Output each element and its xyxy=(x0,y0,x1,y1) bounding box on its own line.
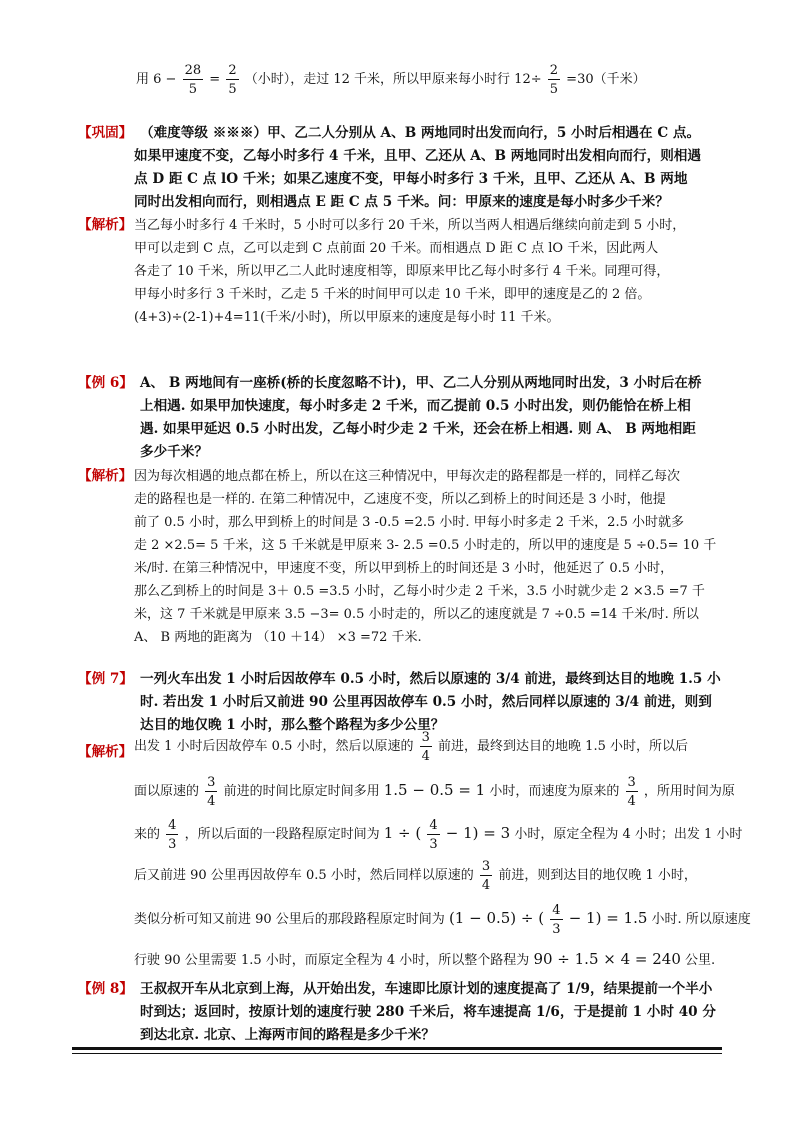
fraction-3-4: $\frac{3}{4}$ xyxy=(207,774,216,809)
example-7-jiexi-line-2: 面以原速的 $\frac{3}{4}$ 前进的时间比原定时间多用 1.5 − 0.5 = 1 小时，而速度为原来的 $\frac{3}{4}$ ，所用时间为原 xyxy=(134,774,735,809)
footer-rule-thick xyxy=(72,1047,722,1050)
gonggu-line-1: （难度等级 ※※※）甲、乙二人分别从 A、B 两地同时出发而向行，5 小时后相遇在 C 点。 xyxy=(140,125,701,141)
example-8-line-3: 到达北京. 北京、上海两市间的路程是多少千米？ xyxy=(140,1027,435,1043)
gonggu-jiexi-line-2: 甲可以走到 C 点，乙可以走到 C 点前面 20 千米。而相遇点 D 距 C 点 lO 千米，因此两人 xyxy=(134,241,659,256)
example-6-line-3: 遇. 如果甲延迟 0.5 小时出发，乙每小时少走 2 千米，还会在桥上相遇. 则 A、 B 两地相距 xyxy=(140,421,696,437)
example-7-jiexi-line-5: 类似分析可知又前进 90 公里后的那段路程原定时间为 (1 − 0.5) ÷ ( $\frac{4}{3}$ − 1) = 1.5 小时. 所以原速度 xyxy=(134,902,751,937)
gonggu-jiexi-line-1: 当乙每小时多行 4 千米时，5 小时可以多行 20 千米，所以当两人相遇后继续向前走到 5 小时， xyxy=(134,218,686,233)
example-7-tag: 【例 7】 xyxy=(78,671,133,687)
fraction-2-5-b: $\frac{2}{5}$ xyxy=(549,62,559,97)
example-6-jiexi-line-4: 走 2 ×2.5= 5 千米，这 5 千米就是甲原来 3- 2.5 =0.5 小时走的，所以甲的速度是 5 ÷0.5= 10 千 xyxy=(134,538,717,553)
example-6-jiexi-line-6: 那么乙到桥上的时间是 3＋ 0.5 =3.5 小时，乙每小时少走 2 千米，3.5 小时就少走 2 ×3.5 =7 千 xyxy=(134,584,705,599)
fraction-4-3: $\frac{4}{3}$ xyxy=(168,817,177,852)
gonggu-line-4: 同时出发相向而行，则相遇点 E 距 C 点 5 千米。问：甲原来的速度是每小时多少千米？ xyxy=(134,194,669,210)
fraction-3-4: $\frac{3}{4}$ xyxy=(627,774,636,809)
example-7-line-3: 达目的地仅晚 1 小时，那么整个路程为多少公里？ xyxy=(140,717,445,733)
example-7-jiexi-line-3: 来的 $\frac{4}{3}$ ，所以后面的一段路程原定时间为 1 ÷ ( $\frac{4}{3}$ − 1) = 3 小时，原定全程为 4 小时；出发 1 小时 xyxy=(134,817,743,852)
fraction-4-3: $\frac{4}{3}$ xyxy=(552,902,561,937)
example-6-line-1: A、 B 两地间有一座桥(桥的长度忽略不计)，甲、乙二人分别从两地同时出发，3 小时后在桥 xyxy=(140,375,702,391)
example-6-jiexi-line-8: A、 B 两地的距离为 （10 ＋14） ×3 =72 千米. xyxy=(134,630,422,645)
example-7-jiexi-line-6: 行驶 90 公里需要 1.5 小时，而原定全程为 4 小时，所以整个路程为 90 ÷ 1.5 × 4 = 240 公里. xyxy=(134,950,716,968)
math-expression: 1.5 − 0.5 = 1 xyxy=(383,781,486,799)
example-6-jiexi-line-7: 米，这 7 千米就是甲原来 3.5 −3= 0.5 小时走的，所以乙的速度就是 7 ÷0.5 =14 千米/时. 所以 xyxy=(134,607,699,622)
example-6-jiexi-line-2: 走的路程也是一样的. 在第二种情况中，乙速度不变，所以乙到桥上的时间还是 3 小时，他提 xyxy=(134,492,666,507)
fraction-28-5: $\frac{28}{5}$ xyxy=(184,62,202,97)
example-6-jiexi-tag: 【解析】 xyxy=(78,468,133,484)
gonggu-line-3: 点 D 距 C 点 lO 千米；如果乙速度不变，甲每小时多行 3 千米，且甲、乙还从 A、B 两地 xyxy=(134,171,688,187)
example-7-jiexi-tag: 【解析】 xyxy=(78,744,133,760)
fraction-4-3: $\frac{4}{3}$ xyxy=(429,817,438,852)
example-7-jiexi-line-1: 出发 1 小时后因故停车 0.5 小时，然后以原速的 $\frac{3}{4}$ 前进，最终到达目的地晚 1.5 小时，所以后 xyxy=(134,729,688,764)
gonggu-jiexi-line-4: 甲每小时多行 3 千米时，乙走 5 千米的时间甲可以走 10 千米，即甲的速度是乙的 2 倍。 xyxy=(134,287,651,302)
example-6-line-2: 上相遇. 如果甲加快速度，每小时多走 2 千米，而乙提前 0.5 小时出发，则仍能恰在桥上相 xyxy=(140,398,691,414)
gonggu-jiexi-line-5: (4+3)÷(2-1)+4=11(千米/小时)，所以甲原来的速度是每小时 11 千米。 xyxy=(134,310,560,325)
gonggu-tag: 【巩固】 xyxy=(78,125,133,141)
example-8-tag: 【例 8】 xyxy=(78,981,133,997)
example-7-line-2: 时. 若出发 1 小时后又前进 90 公里再因故停车 0.5 小时，然后同样以原速的 3/4 前进，则到 xyxy=(140,694,712,710)
example-7-line-1: 一列火车出发 1 小时后因故停车 0.5 小时，然后以原速的 3/4 前进，最终到达目的地晚 1.5 小 xyxy=(140,671,721,687)
example-6-line-4: 多少千米？ xyxy=(140,444,208,460)
continuation-line: 用 6 − $\frac{28}{5}$ = $\frac{2}{5}$ （小时），走过 12 千米，所以甲原来每小时行 12÷ $\frac{2}{5}$ =30（千米） xyxy=(136,62,646,97)
fraction-2-5: $\frac{2}{5}$ xyxy=(228,62,237,97)
example-6-jiexi-line-5: 米/时. 在第三种情况中，甲速度不变，所以甲到桥上的时间还是 3 小时，他延迟了 0.5 小时， xyxy=(134,561,674,576)
fraction-3-4: $\frac{3}{4}$ xyxy=(421,729,430,764)
example-8-line-1: 王叔叔开车从北京到上海，从开始出发，车速即比原计划的速度提高了 1/9，结果提前一个半小 xyxy=(140,981,713,997)
example-6-jiexi-line-3: 前了 0.5 小时，那么甲到桥上的时间是 3 -0.5 =2.5 小时. 甲每小时多走 2 千米，2.5 小时就多 xyxy=(134,515,684,530)
gonggu-jiexi-tag: 【解析】 xyxy=(78,217,133,233)
example-8-line-2: 时到达；返回时，按原计划的速度行驶 280 千米后，将车速提高 1/6，于是提前 1 小时 40 分 xyxy=(140,1004,716,1020)
example-7-jiexi-line-4: 后又前进 90 公里再因故停车 0.5 小时，然后同样以原速的 $\frac{3}{4}$ 前进，则到达目的地仅晚 1 小时， xyxy=(134,858,697,893)
final-answer-expression: 90 ÷ 1.5 × 4 = 240 xyxy=(533,950,681,968)
example-6-tag: 【例 6】 xyxy=(78,375,133,391)
gonggu-jiexi-line-3: 各走了 10 千米，所以甲乙二人此时速度相等，即原来甲比乙每小时多行 4 千米。同理可得， xyxy=(134,264,670,279)
gonggu-line-2: 如果甲速度不变，乙每小时多行 4 千米，且甲、乙还从 A、B 两地同时出发相向而行，则相遇 xyxy=(134,148,701,164)
fraction-3-4: $\frac{3}{4}$ xyxy=(481,858,491,893)
example-6-jiexi-line-1: 因为每次相遇的地点都在桥上，所以在这三种情况中，甲每次走的路程都是一样的，同样乙每次 xyxy=(134,469,681,484)
footer-rule-thin xyxy=(72,1053,722,1054)
